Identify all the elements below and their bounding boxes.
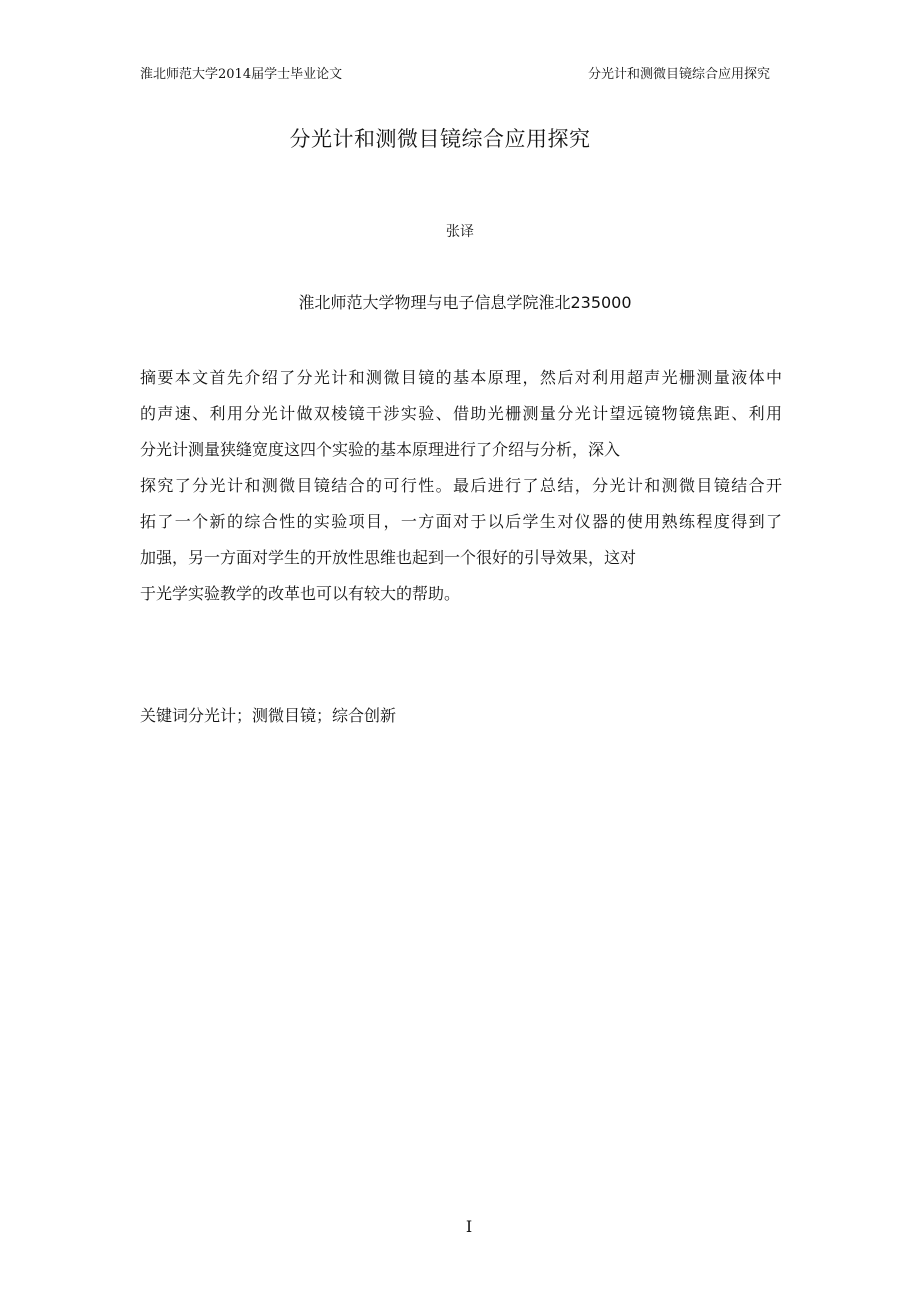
abstract-line: 的声速、利用分光计做双棱镜干涉实验、借助光栅测量分光计望远镜物镜焦距、利用 xyxy=(140,404,782,423)
abstract-line: 分光计测量狭缝宽度这四个实验的基本原理进行了介绍与分析，深入 xyxy=(140,440,621,459)
abstract-line: 拓了一个新的综合性的实验项目，一方面对于以后学生对仪器的使用熟练程度得到了 xyxy=(140,512,782,531)
abstract-line: 摘要本文首先介绍了分光计和测微目镜的基本原理，然后对利用超声光栅测量液体中 xyxy=(140,368,782,387)
running-header-right: 分光计和测微目镜综合应用探究 xyxy=(588,67,771,82)
paper-title: 分光计和测微目镜综合应用探究 xyxy=(289,127,591,151)
keywords: 关键词分光计；测微目镜；综合创新 xyxy=(140,706,397,725)
abstract xyxy=(140,360,782,612)
running-header-left: 淮北师范大学2014届学士毕业论文 xyxy=(140,67,343,82)
page-number: I xyxy=(465,1217,473,1236)
abstract-line: 加强，另一方面对学生的开放性思维也起到一个很好的引导效果，这对 xyxy=(140,548,637,567)
author-name: 张译 xyxy=(446,224,474,240)
abstract-line: 探究了分光计和测微目镜结合的可行性。最后进行了总结，分光计和测微目镜结合开 xyxy=(140,476,782,495)
author-affiliation: 淮北师范大学物理与电子信息学院淮北235000 xyxy=(298,293,632,312)
abstract-line: 于光学实验教学的改革也可以有较大的帮助。 xyxy=(140,584,461,603)
